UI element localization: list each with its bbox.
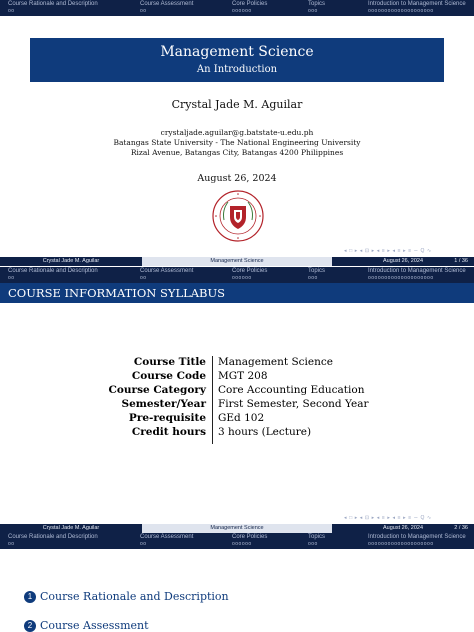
top-nav-bar-1 (0, 0, 474, 16)
presentation-subtitle: An Introduction (196, 64, 278, 75)
nav-section-introduction[interactable]: Introduction to Management Science (368, 1, 466, 7)
title-box (30, 38, 444, 82)
top-nav-bar-2 (0, 267, 474, 283)
top-nav-bar-3 (0, 533, 474, 549)
footer-bar-2 (0, 524, 474, 533)
row-key: Course Code (131, 370, 206, 382)
page-number: 2 / 36 (454, 525, 468, 531)
toc-item-rationale[interactable] (24, 590, 229, 603)
table-row (0, 397, 474, 411)
beamer-nav-controls-2[interactable]: ◂ □ ▸ ◂ ⊡ ▸ ◂ ≡ ▸ ◂ ≡ ▸ ≡ ∽ Q ∿ (344, 515, 432, 521)
footer-title: Management Science (142, 257, 332, 266)
nav-section-rationale[interactable]: Course Rationale and Description (8, 534, 98, 540)
row-key: Semester/Year (121, 398, 206, 410)
nav-section-assessment[interactable]: Course Assessment (140, 1, 194, 7)
row-key: Course Title (133, 356, 206, 368)
table-row (0, 411, 474, 425)
author-email: crystaljade.aguilar@g.batstate-u.edu.ph (160, 128, 314, 137)
nav-section-policies[interactable]: Core Policies (232, 1, 268, 7)
nav-dots-policies[interactable]: oooooo (232, 8, 252, 14)
nav-dots-rationale[interactable]: oo (8, 541, 15, 547)
institution-address: Rizal Avenue, Batangas City, Batangas 4200 Philippines (130, 148, 344, 157)
row-value: First Semester, Second Year (218, 398, 369, 410)
nav-section-introduction[interactable]: Introduction to Management Science (368, 534, 466, 540)
row-value: GEd 102 (218, 412, 265, 424)
presentation-date: August 26, 2024 (197, 173, 277, 184)
toc-number-badge: 1 (24, 591, 36, 603)
beamer-nav-controls-1[interactable]: ◂ □ ▸ ◂ ⊡ ▸ ◂ ≡ ▸ ◂ ≡ ▸ ≡ ∽ Q ∿ (344, 248, 432, 254)
table-row (0, 425, 474, 439)
table-row (0, 369, 474, 383)
nav-section-rationale[interactable]: Course Rationale and Description (8, 1, 98, 7)
presentation-title: Management Science (160, 44, 314, 60)
footer-date: August 26, 2024 (382, 525, 424, 531)
footer-author: Crystal Jade M. Aguilar (0, 524, 142, 533)
nav-dots-rationale[interactable]: oo (8, 8, 15, 14)
nav-dots-topics[interactable]: ooo (308, 8, 318, 14)
toc-number-badge: 2 (24, 620, 36, 632)
nav-section-rationale[interactable]: Course Rationale and Description (8, 268, 98, 274)
frame-title: COURSE INFORMATION SYLLABUS (0, 283, 474, 303)
nav-section-policies[interactable]: Core Policies (232, 268, 268, 274)
nav-dots-introduction[interactable]: oooooooooooooooooooo (368, 275, 434, 281)
row-key: Pre-requisite (128, 412, 206, 424)
footer-title: Management Science (142, 524, 332, 533)
footer-date: August 26, 2024 (382, 258, 424, 264)
nav-dots-assessment[interactable]: oo (140, 541, 147, 547)
nav-section-topics[interactable]: Topics (308, 1, 326, 7)
row-key: Credit hours (131, 426, 206, 438)
nav-dots-topics[interactable]: ooo (308, 275, 318, 281)
toc-item-assessment[interactable] (24, 619, 149, 632)
nav-dots-introduction[interactable]: oooooooooooooooooooo (368, 8, 434, 14)
page-number: 1 / 36 (454, 258, 468, 264)
footer-date-block (332, 524, 474, 533)
footer-date-block (332, 257, 474, 266)
syllabus-info-table (0, 355, 474, 439)
nav-dots-assessment[interactable]: oo (140, 8, 147, 14)
row-value: Management Science (218, 356, 333, 368)
nav-dots-policies[interactable]: oooooo (232, 541, 252, 547)
author-name: Crystal Jade M. Aguilar (171, 98, 303, 111)
nav-dots-policies[interactable]: oooooo (232, 275, 252, 281)
nav-dots-introduction[interactable]: oooooooooooooooooooo (368, 541, 434, 547)
nav-section-assessment[interactable]: Course Assessment (140, 268, 194, 274)
table-row (0, 383, 474, 397)
toc-label: Course Rationale and Description (40, 590, 229, 603)
nav-section-topics[interactable]: Topics (308, 268, 326, 274)
nav-section-assessment[interactable]: Course Assessment (140, 534, 194, 540)
row-value: MGT 208 (218, 370, 268, 382)
nav-section-topics[interactable]: Topics (308, 534, 326, 540)
institution-name: Batangas State University - The National Engineering University (113, 138, 361, 147)
table-row (0, 355, 474, 369)
footer-author: Crystal Jade M. Aguilar (0, 257, 142, 266)
table-divider (212, 356, 213, 444)
footer-bar-1 (0, 257, 474, 266)
university-seal-logo (212, 190, 264, 242)
row-key: Course Category (108, 384, 206, 396)
toc-label: Course Assessment (40, 619, 149, 632)
nav-dots-rationale[interactable]: oo (8, 275, 15, 281)
nav-dots-topics[interactable]: ooo (308, 541, 318, 547)
row-value: Core Accounting Education (218, 384, 365, 396)
nav-section-introduction[interactable]: Introduction to Management Science (368, 268, 466, 274)
row-value: 3 hours (Lecture) (218, 426, 312, 438)
nav-dots-assessment[interactable]: oo (140, 275, 147, 281)
nav-section-policies[interactable]: Core Policies (232, 534, 268, 540)
